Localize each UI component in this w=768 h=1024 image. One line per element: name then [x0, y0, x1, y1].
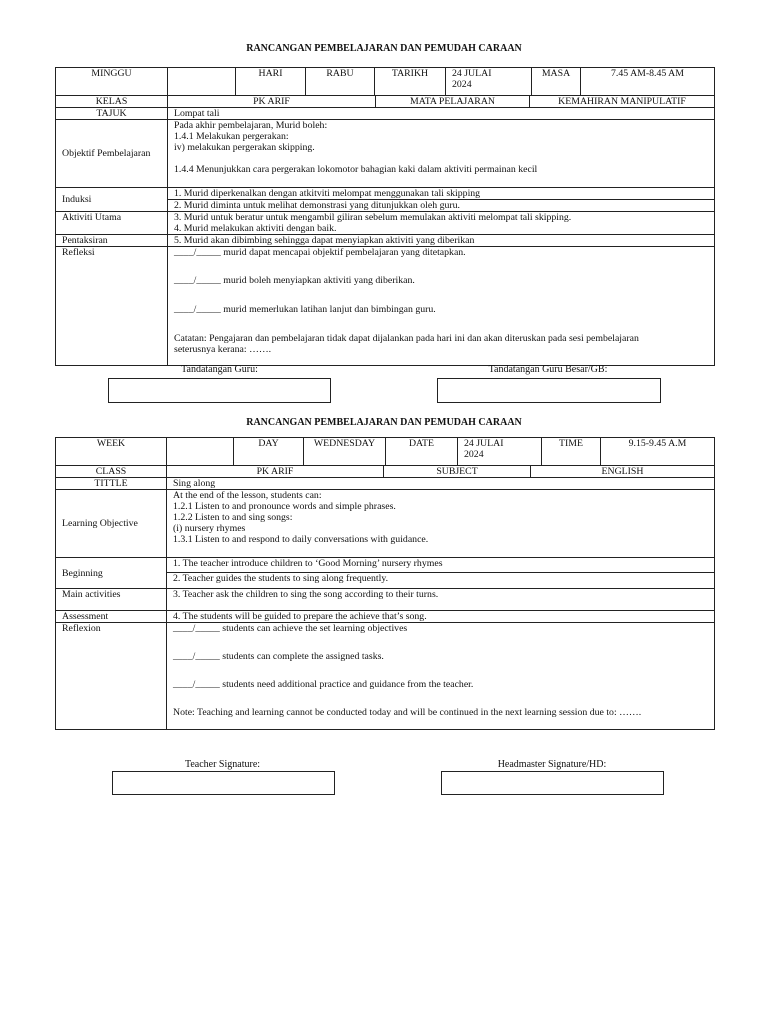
step-3: 3. Murid untuk beratur untuk mengambil giliran sebelum memulakan aktiviti melompat tali skipping. [174, 212, 572, 223]
step-1: 1. Murid diperkenalkan dengan atkitviti melompat menggunakan tali skipping [168, 188, 715, 200]
plan1-body-table [55, 95, 715, 366]
time-label: TIME [542, 438, 601, 466]
objektif-content [168, 120, 715, 188]
step-2: 2. Murid diminta untuk melihat demonstrasi yang ditunjukkan oleh guru. [168, 200, 715, 212]
week-label: WEEK [56, 438, 167, 466]
date-label: DATE [386, 438, 458, 466]
masa-value: 7.45 AM-8.45 AM [581, 68, 715, 96]
steps-3-4 [168, 212, 715, 235]
sig-teacher-label: Teacher Signature: [184, 759, 261, 770]
reflexion-line: ____/_____ students can achieve the set learning objectives [173, 623, 408, 634]
tarikh-value-line2: 2024 [452, 79, 472, 90]
minggu-value[interactable] [168, 68, 236, 96]
pentaksiran-label: Pentaksiran [56, 235, 168, 247]
class-value: PK ARIF [167, 466, 384, 478]
tittle-value: Sing along [167, 478, 715, 490]
day-value: WEDNESDAY [304, 438, 386, 466]
tittle-label: TITTLE [56, 478, 167, 490]
objective-line: At the end of the lesson, students can: [173, 490, 322, 501]
class-label: CLASS [56, 466, 167, 478]
hari-label: HARI [236, 68, 306, 96]
main-activities-label: Main activities [56, 589, 167, 611]
kelas-label: KELAS [56, 96, 168, 108]
plan1-header-table [55, 67, 715, 96]
p2-step-3: 3. Teacher ask the children to sing the song according to their turns. [167, 589, 715, 611]
step-5: 5. Murid akan dibimbing sehingga dapat menyiapkan aktiviti yang diberikan [168, 235, 715, 247]
mata-value: KEMAHIRAN MANIPULATIF [530, 96, 715, 108]
refleksi-line: ____/_____ murid dapat mencapai objektif pembelajaran yang ditetapkan. [174, 247, 466, 258]
sig-headmaster-box[interactable] [441, 771, 664, 795]
reflexion-label: Reflexion [56, 623, 167, 730]
subject-value: ENGLISH [531, 466, 715, 478]
p2-step-4: 4. The students will be guided to prepare the achieve that’s song. [167, 611, 715, 623]
tajuk-value: Lompat tali [168, 108, 715, 120]
plan2-body-table [55, 465, 715, 730]
tarikh-label: TARIKH [375, 68, 446, 96]
sig-gb-label: Tandatangan Guru Besar/GB: [488, 364, 608, 375]
plan2-header-table [55, 437, 715, 466]
objektif-line: iv) melakukan pergerakan skipping. [174, 142, 315, 153]
minggu-label: MINGGU [56, 68, 168, 96]
kelas-value: PK ARIF [168, 96, 376, 108]
objektif-line [174, 153, 708, 164]
refleksi-label: Refleksi [56, 247, 168, 366]
masa-label: MASA [532, 68, 581, 96]
sig-gb-box[interactable] [437, 378, 661, 403]
sig-guru-label: Tandatangan Guru: [181, 364, 258, 375]
mata-label: MATA PELAJARAN [376, 96, 530, 108]
date-value-line2: 2024 [464, 449, 484, 460]
reflexion-content [167, 623, 715, 730]
refleksi-content [168, 247, 715, 366]
objektif-line: Pada akhir pembelajaran, Murid boleh: [174, 120, 328, 131]
plan1-title: RANCANGAN PEMBELAJARAN DAN PEMUDAH CARAAN [246, 43, 522, 54]
sig-guru-box[interactable] [108, 378, 331, 403]
refleksi-line: ____/_____ murid memerlukan latihan lanjut dan bimbingan guru. [174, 304, 436, 315]
reflexion-line: ____/_____ students can complete the assigned tasks. [173, 651, 384, 662]
objektif-line: 1.4.4 Menunjukkan cara pergerakan lokomotor bahagian kaki dalam aktiviti permainan kecil [174, 164, 538, 175]
note-line: Note: Teaching and learning cannot be conducted today and will be continued in the next learning session due to: ……. [173, 707, 642, 718]
aktiviti-label: Aktiviti Utama [56, 212, 168, 235]
step-4: 4. Murid melakukan aktiviti dengan baik. [174, 223, 337, 234]
beginning-label: Beginning [56, 558, 167, 589]
week-value[interactable] [167, 438, 234, 466]
p2-step-2: 2. Teacher guides the students to sing along frequently. [167, 573, 715, 589]
objective-label: Learning Objective [56, 490, 167, 558]
sig-headmaster-label: Headmaster Signature/HD: [497, 759, 607, 770]
catatan-line: Catatan: Pengajaran dan pembelajaran tidak dapat dijalankan pada hari ini dan akan diteruskan pada sesi pembelajaran [174, 333, 639, 344]
objektif-line: 1.4.1 Melakukan pergerakan: [174, 131, 289, 142]
objective-line: 1.2.2 Listen to and sing songs: [173, 512, 293, 523]
p2-step-1: 1. The teacher introduce children to ‘Good Morning’ nursery rhymes [167, 558, 715, 573]
subject-label: SUBJECT [384, 466, 531, 478]
assessment-label: Assessment [56, 611, 167, 623]
tarikh-value [446, 68, 532, 96]
objective-content [167, 490, 715, 558]
day-label: DAY [234, 438, 304, 466]
tajuk-label: TAJUK [56, 108, 168, 120]
time-value: 9.15-9.45 A.M [601, 438, 715, 466]
objective-line: 1.3.1 Listen to and respond to daily conversations with guidance. [173, 534, 429, 545]
objective-line: (i) nursery rhymes [173, 523, 246, 534]
objektif-label: Objektif Pembelajaran [56, 120, 168, 188]
tarikh-value-line1: 24 JULAI [452, 68, 492, 79]
induksi-label: Induksi [56, 188, 168, 212]
refleksi-line: ____/_____ murid boleh menyiapkan aktiviti yang diberikan. [174, 275, 415, 286]
sig-teacher-box[interactable] [112, 771, 335, 795]
reflexion-line: ____/_____ students need additional practice and guidance from the teacher. [173, 679, 474, 690]
hari-value: RABU [306, 68, 375, 96]
date-value [458, 438, 542, 466]
objective-line: 1.2.1 Listen to and pronounce words and simple phrases. [173, 501, 396, 512]
plan2-title: RANCANGAN PEMBELAJARAN DAN PEMUDAH CARAAN [246, 417, 522, 428]
date-value-line1: 24 JULAI [464, 438, 504, 449]
catatan-line: seterusnya kerana: ……. [174, 344, 272, 355]
